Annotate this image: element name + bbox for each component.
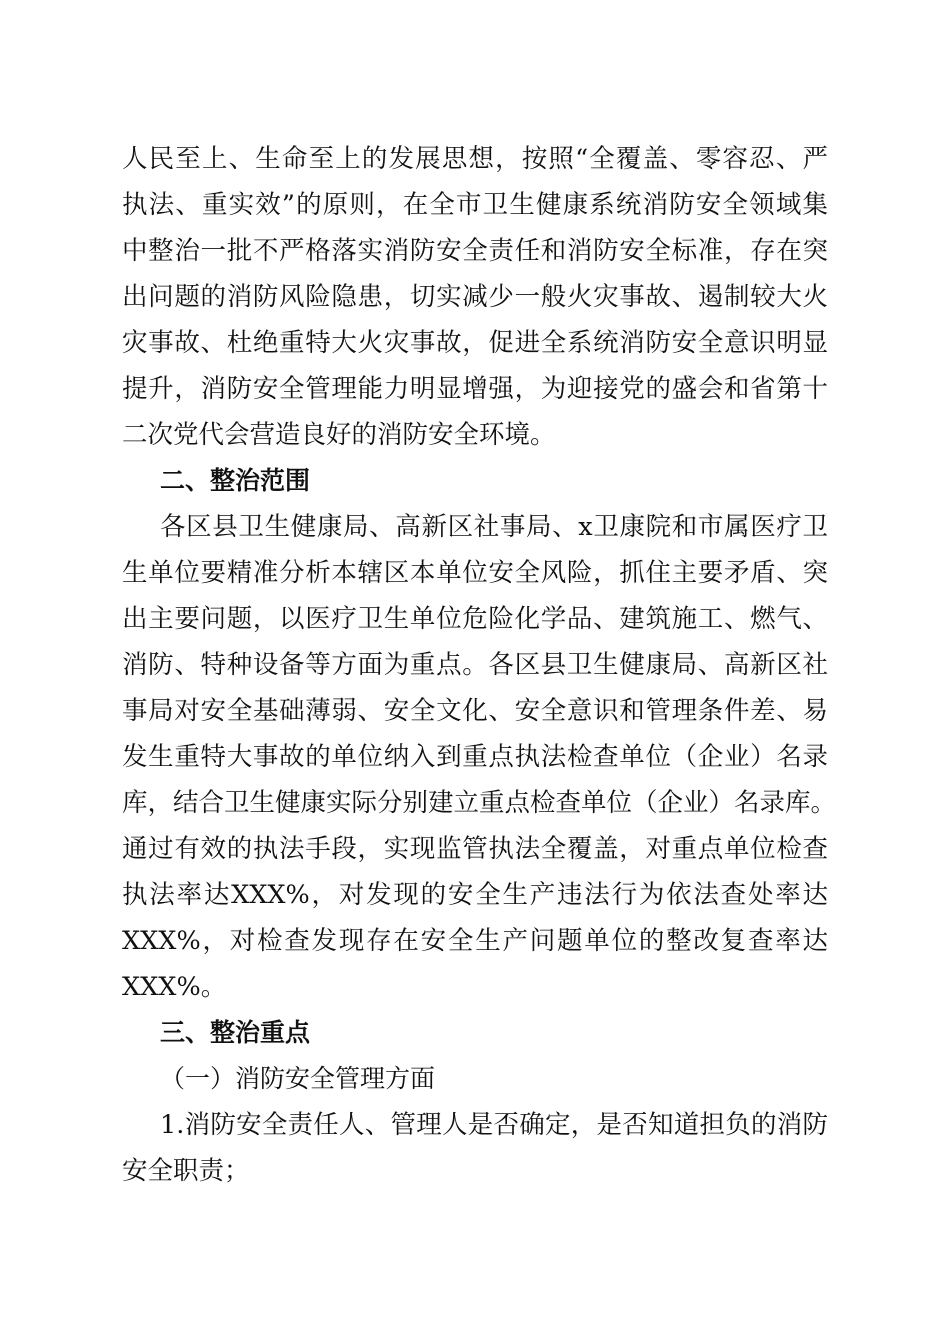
section-heading-focus: 三、整治重点 — [160, 1018, 311, 1047]
paragraph-2-line-4: 消防、特种设备等方面为重点。各区县卫生健康局、高新区社 — [122, 650, 828, 680]
item-1-line-1: 1.消防安全责任人、管理人是否确定，是否知道担负的消防 — [160, 1110, 828, 1140]
paragraph-1-line-4: 出问题的消防风险隐患，切实减少一般火灾事故、遏制较大火 — [122, 282, 828, 312]
subsection-heading-fire-management: （一）消防安全管理方面 — [160, 1064, 436, 1093]
paragraph-2-line-1: 各区县卫生健康局、高新区社事局、x卫康院和市属医疗卫 — [160, 512, 828, 542]
paragraph-1-line-7: 二次党代会营造良好的消防安全环境。 — [122, 420, 556, 450]
paragraph-2-line-8: 通过有效的执法手段，实现监管执法全覆盖，对重点单位检查 — [122, 834, 828, 864]
paragraph-2-line-10: XXX%，对检查发现存在安全生产问题单位的整改复查率达 — [122, 926, 828, 956]
paragraph-2-line-6: 发生重特大事故的单位纳入到重点执法检查单位（企业）名录 — [122, 742, 828, 772]
item-1-line-2: 安全职责； — [122, 1156, 250, 1186]
section-heading-scope: 二、整治范围 — [160, 466, 311, 495]
paragraph-1-line-2: 执法、重实效”的原则，在全市卫生健康系统消防安全领域集 — [122, 190, 828, 220]
paragraph-1-line-1: 人民至上、生命至上的发展思想，按照“全覆盖、零容忍、严 — [122, 144, 828, 174]
paragraph-2-line-5: 事局对安全基础薄弱、安全文化、安全意识和管理条件差、易 — [122, 696, 828, 726]
paragraph-2-line-2: 生单位要精准分析本辖区本单位安全风险，抓住主要矛盾、突 — [122, 558, 828, 588]
paragraph-1-line-6: 提升，消防安全管理能力明显增强，为迎接党的盛会和省第十 — [122, 374, 828, 404]
paragraph-1-line-5: 灾事故、杜绝重特大火灾事故，促进全系统消防安全意识明显 — [122, 328, 828, 358]
paragraph-2-line-3: 出主要问题，以医疗卫生单位危险化学品、建筑施工、燃气、 — [122, 604, 828, 634]
paragraph-2-line-7: 库，结合卫生健康实际分别建立重点检查单位（企业）名录库。 — [122, 788, 837, 818]
paragraph-2-line-9: 执法率达XXX%，对发现的安全生产违法行为依法查处率达 — [122, 880, 828, 910]
paragraph-2-line-11: XXX%。 — [122, 972, 227, 1002]
paragraph-1-line-3: 中整治一批不严格落实消防安全责任和消防安全标准，存在突 — [122, 236, 828, 266]
